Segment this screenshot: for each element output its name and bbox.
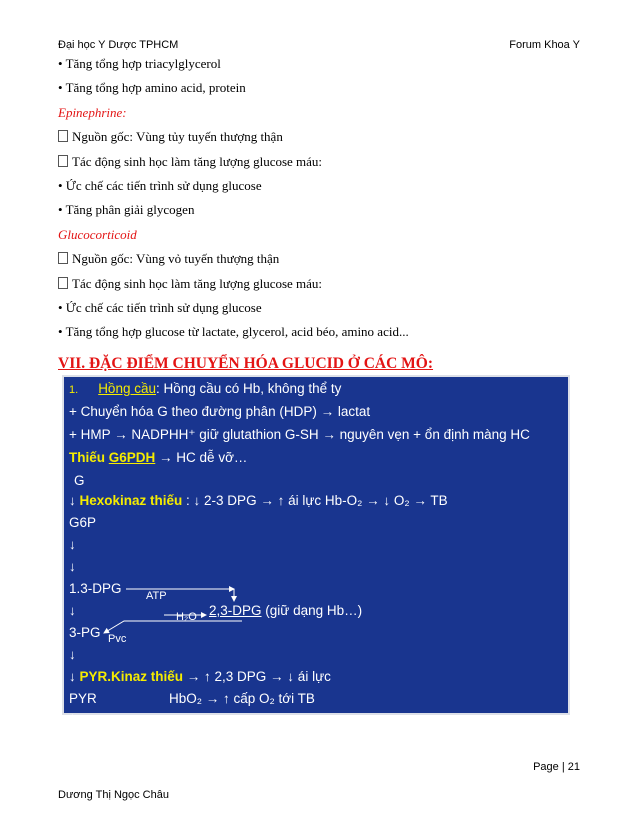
slide-arrow-down: ↓	[69, 647, 76, 662]
slide-13dpg: 1.3-DPG	[69, 581, 122, 596]
slide-pyr: PYR	[69, 691, 97, 706]
bullet-line: • Tăng tổng hợp glucose từ lactate, glycerol, acid béo, amino acid...	[58, 324, 409, 340]
slide-g: G	[74, 473, 85, 488]
bullet-line: • Tăng phân giải glycogen	[58, 202, 195, 218]
square-bullet-icon	[58, 252, 68, 264]
slide-h2o: H₂O	[176, 611, 197, 623]
slide-arrow-down: ↓	[69, 537, 76, 552]
slide-23dpg: 2,3-DPG (giữ dạng Hb…)	[209, 603, 363, 618]
page-number: Page | 21	[533, 761, 580, 773]
square-line: Nguồn gốc: Vùng tủy tuyến thượng thận	[58, 128, 583, 152]
subheading-epinephrine: Epinephrine:	[58, 104, 127, 120]
slide-line-3: + HMP → NADPHH⁺ giữ glutathion G-SH → nguyên vẹn + ổn định màng HC	[69, 427, 530, 442]
section-title: VII. ĐẶC ĐIỂM CHUYỂN HÓA GLUCID Ở CÁC MÔ:	[58, 355, 434, 372]
slide-arrow-down: ↓	[69, 710, 76, 725]
slide-line-2: + Chuyển hóa G theo đường phân (HDP) → lactat	[69, 404, 371, 419]
subheading-glucocorticoid: Glucocorticoid	[58, 226, 137, 242]
square-line: Tác động sinh học làm tăng lượng glucose máu:	[58, 275, 583, 299]
slide-arrow-down: ↓	[69, 559, 76, 574]
square-bullet-icon	[58, 155, 68, 167]
slide-pvc: Pvc	[108, 633, 127, 645]
slide-hbo2: HbO₂ → ↑ cấp O₂ tới TB	[169, 691, 315, 706]
slide-g6p: G6P	[69, 515, 97, 530]
bullet-line: • Ức chế các tiến trình sử dụng glucose	[58, 299, 262, 315]
header-right: Forum Khoa Y	[509, 39, 580, 51]
h2o-arrow	[104, 621, 242, 633]
slide-image	[64, 377, 568, 725]
slide-line-4: Thiếu G6PDH → HC dễ vỡ…	[69, 450, 248, 465]
slide-3pg: 3-PG	[69, 625, 101, 640]
square-bullet-icon	[58, 277, 68, 289]
slide-hexokinaz-line: ↓ Hexokinaz thiếu : ↓ 2-3 DPG → ↑ ái lực Hb-O₂ → ↓ O₂ → TB	[69, 493, 448, 508]
bullet-line: • Tăng tổng hợp triacylglycerol	[58, 56, 221, 71]
footer-author: Dương Thị Ngọc Châu	[58, 789, 169, 801]
slide-line-1: 1. Hồng cầu: Hồng cầu có Hb, không thể ty	[69, 381, 342, 396]
body-text	[58, 55, 583, 348]
header-left: Đại học Y Dược TPHCM	[58, 39, 179, 51]
bullet-line: • Tăng tổng hợp amino acid, protein	[58, 80, 246, 96]
square-bullet-icon	[58, 130, 68, 142]
slide-pyr-kinaz-line: ↓ PYR.Kinaz thiếu → ↑ 2,3 DPG → ↓ ái lực	[69, 669, 331, 684]
bullet-line: • Ức chế các tiến trình sử dụng glucose	[58, 177, 262, 193]
slide-atp: ATP	[146, 590, 167, 602]
square-line: Nguồn gốc: Vùng vỏ tuyến thượng thận	[58, 250, 583, 274]
slide-arrow-down: ↓	[69, 603, 76, 618]
slide-arrows	[64, 377, 568, 713]
square-line: Tác động sinh học làm tăng lượng glucose máu:	[58, 153, 583, 177]
